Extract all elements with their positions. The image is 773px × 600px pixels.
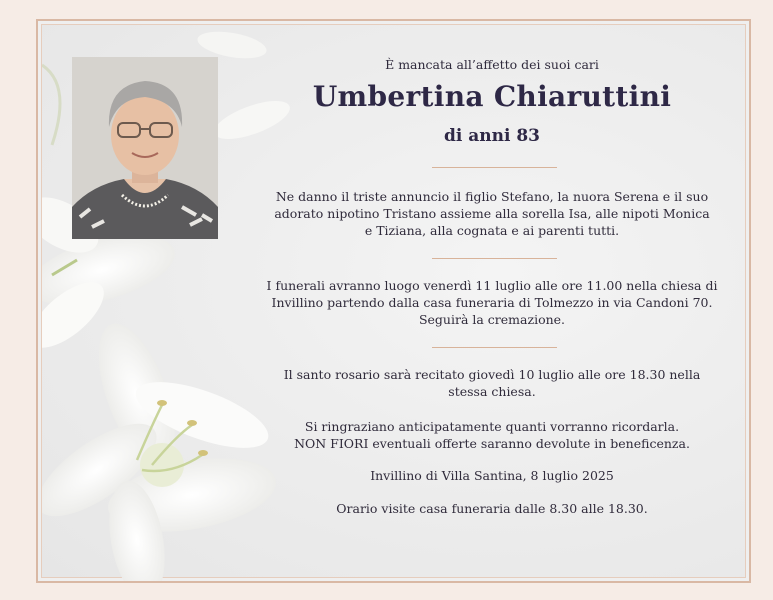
rosary-paragraph <box>257 366 727 400</box>
text-line: e Tiziana, alla cognata e ai parenti tutti. <box>364 223 620 238</box>
card-inner <box>41 24 746 578</box>
text-line: Si ringraziano anticipatamente quanti vorranno ricordarla. <box>304 419 680 434</box>
text-line: adorato nipotino Tristano assieme alla sorella Isa, alle nipoti Monica <box>274 206 710 221</box>
visiting-hours: Orario visite casa funeraria dalle 8.30 alle 18.30. <box>336 501 648 516</box>
text-line: Invillino partendo dalla casa funeraria di Tolmezzo in via Candoni 70. <box>271 295 713 310</box>
announcement-text <box>257 25 727 583</box>
divider-line <box>432 167 557 168</box>
thanks-paragraph <box>257 418 727 452</box>
funeral-paragraph <box>257 277 727 328</box>
divider-line <box>432 258 557 259</box>
place-date: Invillino di Villa Santina, 8 luglio 2025 <box>370 468 614 483</box>
text-line: NON FIORI eventuali offerte saranno devolute in beneficenza. <box>294 436 690 451</box>
text-line: Seguirà la cremazione. <box>418 312 566 327</box>
intro-line: È mancata all’affetto dei suoi cari <box>385 57 599 72</box>
portrait-illustration <box>72 57 218 239</box>
deceased-age: di anni 83 <box>443 126 541 146</box>
deceased-name: Umbertina Chiaruttini <box>312 80 672 113</box>
obituary-card <box>36 19 751 583</box>
deceased-portrait-photo <box>72 57 218 239</box>
text-line: stessa chiesa. <box>448 384 536 399</box>
text-line: Il santo rosario sarà recitato giovedì 10 luglio alle ore 18.30 nella <box>283 367 701 382</box>
family-paragraph <box>257 188 727 239</box>
text-line: I funerali avranno luogo venerdì 11 luglio alle ore 11.00 nella chiesa di <box>266 278 718 293</box>
divider-line <box>432 347 557 348</box>
text-line: Ne danno il triste annuncio il figlio Stefano, la nuora Serena e il suo <box>275 189 709 204</box>
